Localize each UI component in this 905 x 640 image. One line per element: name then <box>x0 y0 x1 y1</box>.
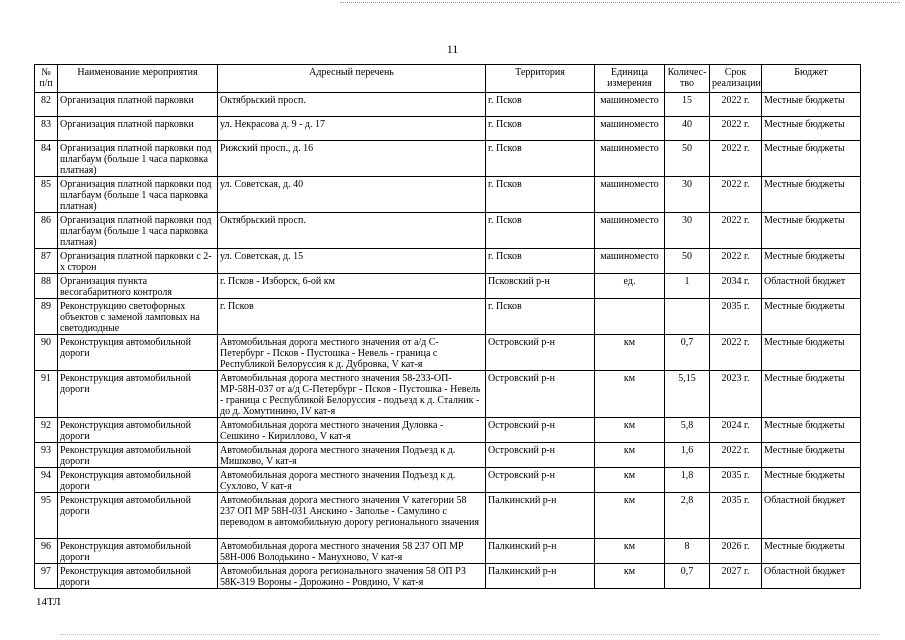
table-header-row <box>35 65 861 93</box>
cell-measure-name: Реконструкцию светофорных объектов с заменой ламповых на светодиодные <box>58 299 218 335</box>
table-row <box>35 274 861 299</box>
cell-territory: г. Псков <box>486 213 595 249</box>
table-body <box>35 93 861 589</box>
cell-term: 2022 г. <box>710 141 762 177</box>
cell-term: 2035 г. <box>710 493 762 539</box>
cell-measure-name: Организация пункта весогабаритного контроля <box>58 274 218 299</box>
cell-term: 2022 г. <box>710 335 762 371</box>
table-row <box>35 213 861 249</box>
cell-territory: Палкинский р-н <box>486 564 595 589</box>
cell-budget: Областной бюджет <box>762 274 861 299</box>
cell-address-list: Автомобильная дорога местного значения Дуловка - Сешкино - Кириллово, V кат-я <box>218 418 486 443</box>
cell-territory: Островский р-н <box>486 371 595 418</box>
cell-budget: Областной бюджет <box>762 564 861 589</box>
cell-row-number: 88 <box>35 274 58 299</box>
cell-territory: Палкинский р-н <box>486 539 595 564</box>
cell-territory: г. Псков <box>486 249 595 274</box>
header-name: Наименование мероприятия <box>58 65 218 93</box>
cell-budget: Областной бюджет <box>762 493 861 539</box>
header-address: Адресный перечень <box>218 65 486 93</box>
cell-budget: Местные бюджеты <box>762 371 861 418</box>
cell-term: 2022 г. <box>710 249 762 274</box>
cell-measure-name: Организация платной парковки <box>58 117 218 141</box>
cell-quantity: 5,8 <box>665 418 710 443</box>
cell-quantity: 30 <box>665 213 710 249</box>
cell-territory: Островский р-н <box>486 468 595 493</box>
cell-row-number: 94 <box>35 468 58 493</box>
scan-artifact-top <box>340 2 900 3</box>
cell-quantity: 1 <box>665 274 710 299</box>
cell-quantity: 5,15 <box>665 371 710 418</box>
cell-budget: Местные бюджеты <box>762 468 861 493</box>
cell-quantity: 0,7 <box>665 335 710 371</box>
cell-row-number: 82 <box>35 93 58 117</box>
table-row <box>35 141 861 177</box>
cell-territory: Островский р-н <box>486 418 595 443</box>
header-num: № п/п <box>35 65 58 93</box>
cell-address-list: ул. Советская, д. 40 <box>218 177 486 213</box>
cell-row-number: 90 <box>35 335 58 371</box>
cell-territory: г. Псков <box>486 141 595 177</box>
cell-term: 2022 г. <box>710 117 762 141</box>
cell-unit: машиноместо <box>595 177 665 213</box>
cell-budget: Местные бюджеты <box>762 177 861 213</box>
header-unit: Единица измерения <box>595 65 665 93</box>
cell-row-number: 84 <box>35 141 58 177</box>
table-row <box>35 177 861 213</box>
cell-quantity: 0,7 <box>665 564 710 589</box>
cell-measure-name: Реконструкция автомобильной дороги <box>58 564 218 589</box>
cell-measure-name: Реконструкция автомобильной дороги <box>58 371 218 418</box>
cell-measure-name: Реконструкция автомобильной дороги <box>58 539 218 564</box>
scan-artifact-bottom <box>60 634 880 635</box>
cell-measure-name: Организация платной парковки под шлагбаум (больше 1 часа парковка платная) <box>58 177 218 213</box>
cell-unit: ед. <box>595 274 665 299</box>
cell-budget: Местные бюджеты <box>762 539 861 564</box>
cell-measure-name: Реконструкция автомобильной дороги <box>58 443 218 468</box>
cell-territory: г. Псков <box>486 117 595 141</box>
cell-unit: машиноместо <box>595 141 665 177</box>
cell-term: 2023 г. <box>710 371 762 418</box>
cell-territory: г. Псков <box>486 93 595 117</box>
cell-territory: г. Псков <box>486 177 595 213</box>
table-row <box>35 468 861 493</box>
cell-unit: машиноместо <box>595 117 665 141</box>
cell-quantity: 1,6 <box>665 443 710 468</box>
cell-row-number: 97 <box>35 564 58 589</box>
cell-address-list: Рижский просп., д. 16 <box>218 141 486 177</box>
cell-budget: Местные бюджеты <box>762 249 861 274</box>
cell-address-list: Октябрьский просп. <box>218 93 486 117</box>
cell-term: 2022 г. <box>710 177 762 213</box>
cell-unit: км <box>595 335 665 371</box>
cell-row-number: 91 <box>35 371 58 418</box>
page-number: 11 <box>446 42 459 56</box>
cell-measure-name: Реконструкция автомобильной дороги <box>58 335 218 371</box>
cell-unit: машиноместо <box>595 249 665 274</box>
cell-address-list: ул. Советская, д. 15 <box>218 249 486 274</box>
cell-measure-name: Реконструкция автомобильной дороги <box>58 418 218 443</box>
cell-quantity: 1,8 <box>665 468 710 493</box>
cell-measure-name: Реконструкция автомобильной дороги <box>58 468 218 493</box>
cell-term: 2034 г. <box>710 274 762 299</box>
table-row <box>35 539 861 564</box>
cell-row-number: 93 <box>35 443 58 468</box>
cell-measure-name: Организация платной парковки под шлагбаум (больше 1 часа парковка платная) <box>58 141 218 177</box>
cell-address-list: Автомобильная дорога местного значения Подъезд к д. Сухлово, V кат-я <box>218 468 486 493</box>
table-row <box>35 443 861 468</box>
cell-territory: Островский р-н <box>486 335 595 371</box>
cell-address-list: Автомобильная дорога местного значения от а/д С-Петербург - Псков - Пустошка - Невель - граница с Республикой Белоруссия к д. Дубровка, V кат-я <box>218 335 486 371</box>
cell-row-number: 83 <box>35 117 58 141</box>
cell-territory: Палкинский р-н <box>486 493 595 539</box>
cell-row-number: 89 <box>35 299 58 335</box>
cell-term: 2022 г. <box>710 443 762 468</box>
cell-budget: Местные бюджеты <box>762 443 861 468</box>
cell-address-list: Автомобильная дорога регионального значения 58 ОП РЗ 58К-319 Вороны - Дорожино - Ровдино, V кат-я <box>218 564 486 589</box>
cell-unit: км <box>595 564 665 589</box>
cell-quantity: 30 <box>665 177 710 213</box>
cell-unit: машиноместо <box>595 93 665 117</box>
cell-row-number: 85 <box>35 177 58 213</box>
cell-budget: Местные бюджеты <box>762 335 861 371</box>
header-term: Срок реализации <box>710 65 762 93</box>
cell-term: 2035 г. <box>710 468 762 493</box>
cell-term: 2026 г. <box>710 539 762 564</box>
cell-quantity: 2,8 <box>665 493 710 539</box>
cell-unit <box>595 299 665 335</box>
cell-territory: г. Псков <box>486 299 595 335</box>
cell-quantity: 8 <box>665 539 710 564</box>
cell-quantity: 15 <box>665 93 710 117</box>
cell-address-list: Автомобильная дорога местного значения Подъезд к д. Мишково, V кат-я <box>218 443 486 468</box>
cell-budget: Местные бюджеты <box>762 299 861 335</box>
cell-unit: машиноместо <box>595 213 665 249</box>
cell-term: 2027 г. <box>710 564 762 589</box>
cell-budget: Местные бюджеты <box>762 418 861 443</box>
header-territory: Территория <box>486 65 595 93</box>
cell-term: 2022 г. <box>710 213 762 249</box>
cell-unit: км <box>595 418 665 443</box>
cell-measure-name: Реконструкция автомобильной дороги <box>58 493 218 539</box>
cell-budget: Местные бюджеты <box>762 93 861 117</box>
cell-term: 2022 г. <box>710 93 762 117</box>
cell-row-number: 92 <box>35 418 58 443</box>
cell-address-list: Автомобильная дорога местного значения V категории 58 237 ОП МР 58Н-031 Анскино - Заполье - Самулино с переводом в автомобильную дорогу регионального значения <box>218 493 486 539</box>
table-row <box>35 418 861 443</box>
cell-budget: Местные бюджеты <box>762 213 861 249</box>
cell-row-number: 96 <box>35 539 58 564</box>
cell-measure-name: Организация платной парковки <box>58 93 218 117</box>
cell-row-number: 95 <box>35 493 58 539</box>
cell-address-list: г. Псков <box>218 299 486 335</box>
cell-unit: км <box>595 443 665 468</box>
cell-budget: Местные бюджеты <box>762 141 861 177</box>
footer-code: 14ТЛ <box>36 596 61 608</box>
table-row <box>35 299 861 335</box>
cell-unit: км <box>595 468 665 493</box>
table-row <box>35 249 861 274</box>
cell-territory: Псковский р-н <box>486 274 595 299</box>
cell-unit: км <box>595 371 665 418</box>
cell-quantity: 40 <box>665 117 710 141</box>
cell-quantity <box>665 299 710 335</box>
cell-unit: км <box>595 539 665 564</box>
table-row <box>35 335 861 371</box>
table-row <box>35 493 861 539</box>
cell-unit: км <box>595 493 665 539</box>
cell-row-number: 87 <box>35 249 58 274</box>
cell-address-list: ул. Некрасова д. 9 - д. 17 <box>218 117 486 141</box>
cell-address-list: Автомобильная дорога местного значения 58 237 ОП МР 58Н-006 Володькино - Манухново, V кат-я <box>218 539 486 564</box>
cell-address-list: г. Псков - Изборск, 6-ой км <box>218 274 486 299</box>
cell-measure-name: Организация платной парковки под шлагбаум (больше 1 часа парковка платная) <box>58 213 218 249</box>
cell-quantity: 50 <box>665 141 710 177</box>
header-budget: Бюджет <box>762 65 861 93</box>
cell-address-list: Октябрьский просп. <box>218 213 486 249</box>
cell-row-number: 86 <box>35 213 58 249</box>
table-row <box>35 371 861 418</box>
header-qty: Количес-тво <box>665 65 710 93</box>
cell-address-list: Автомобильная дорога местного значения 58-233-ОП-МР-58Н-037 от а/д С-Петербург - Псков - Пустошка - Невель - граница с Республикой Белоруссия - подъезд к д. Сталник - до д. Хомутинино, IV кат-я <box>218 371 486 418</box>
cell-territory: Островский р-н <box>486 443 595 468</box>
cell-term: 2035 г. <box>710 299 762 335</box>
cell-term: 2024 г. <box>710 418 762 443</box>
table-row <box>35 117 861 141</box>
cell-quantity: 50 <box>665 249 710 274</box>
cell-measure-name: Организация платной парковки с 2-х сторон <box>58 249 218 274</box>
table-row <box>35 564 861 589</box>
table-row <box>35 93 861 117</box>
cell-budget: Местные бюджеты <box>762 117 861 141</box>
measures-table <box>34 64 861 589</box>
